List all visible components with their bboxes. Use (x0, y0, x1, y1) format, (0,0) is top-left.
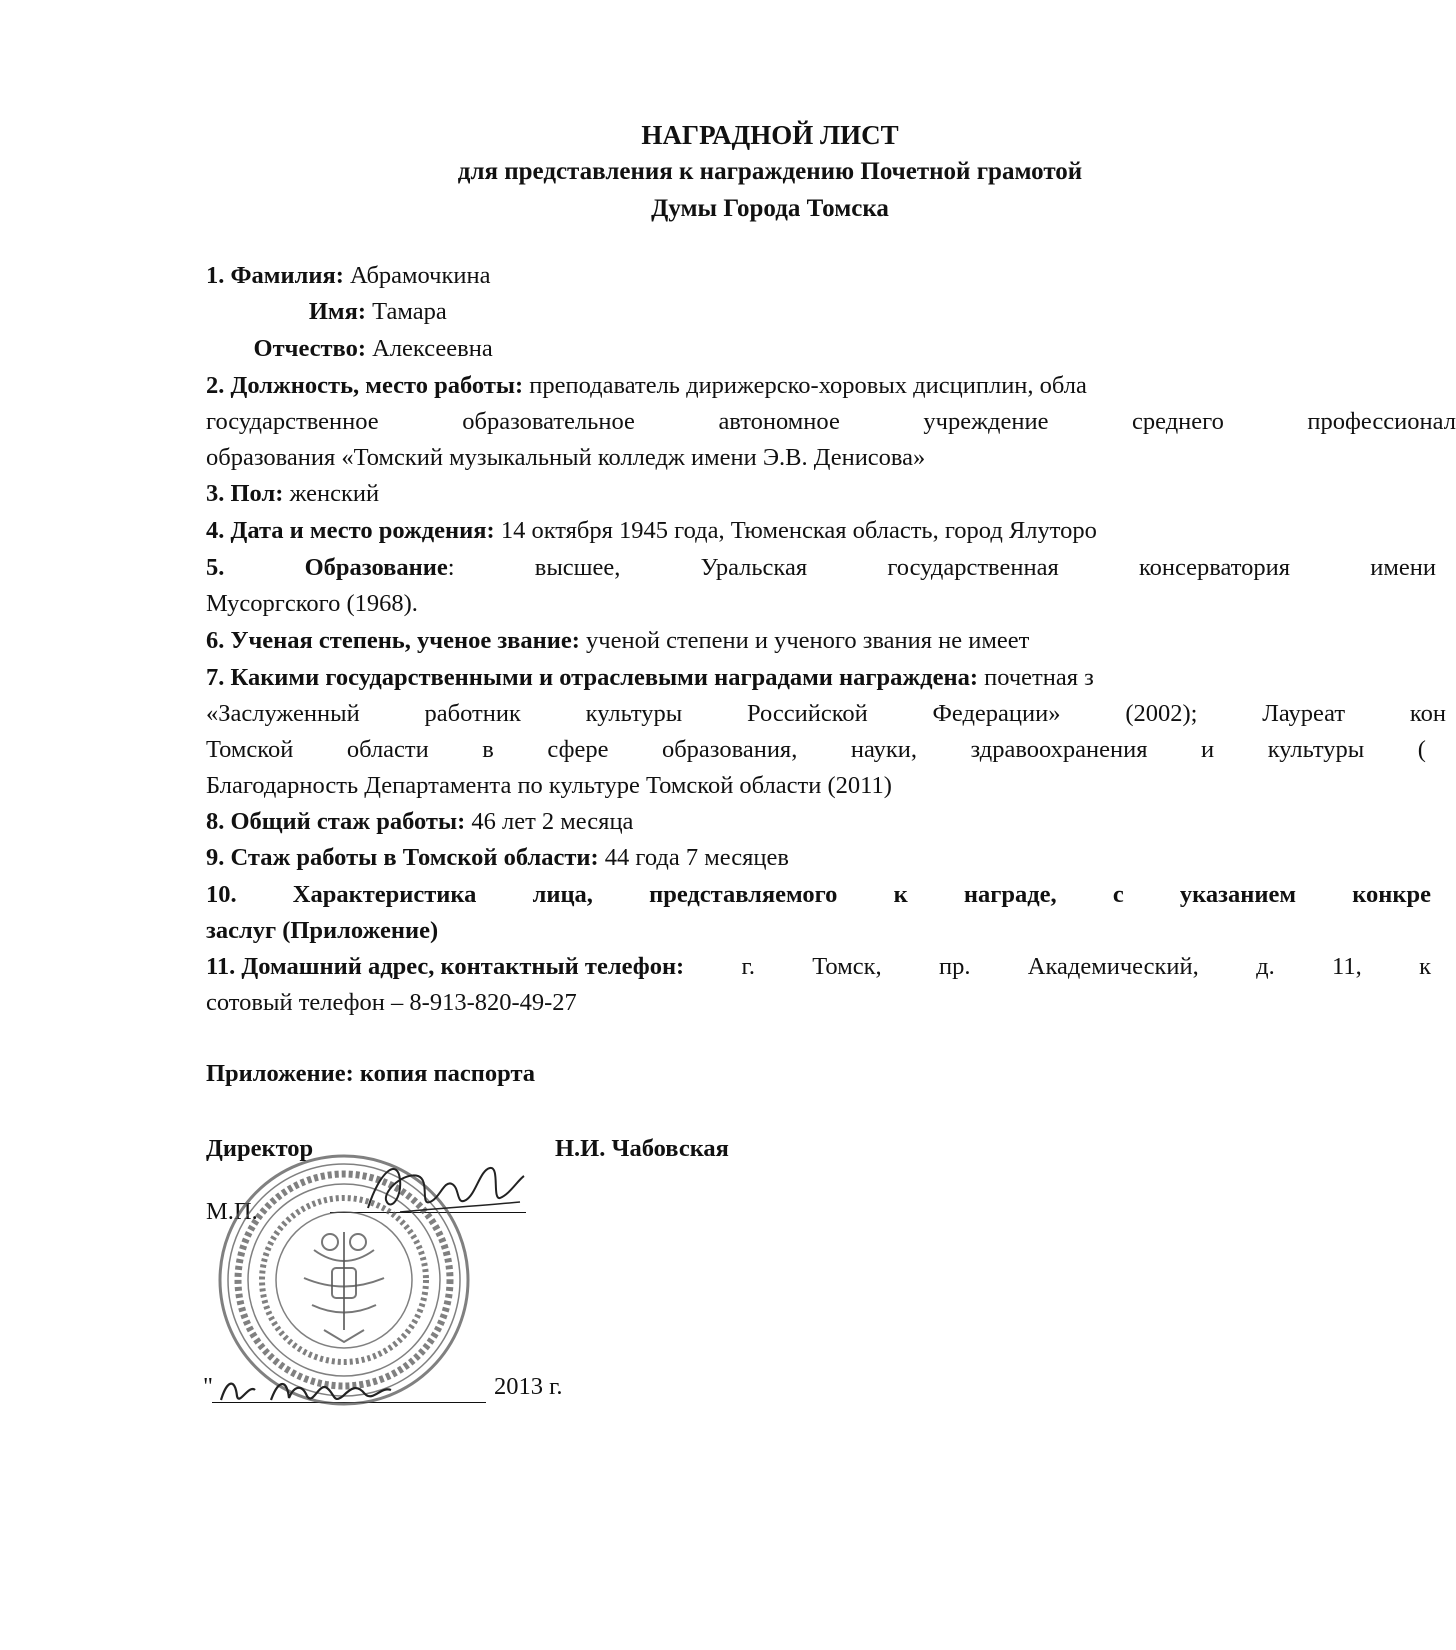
birth-label: 4. Дата и место рождения: (206, 517, 495, 544)
word: учреждение (923, 408, 1049, 435)
word: области (346, 736, 429, 763)
awards-label: 7. Какими государственными и отраслевыми наградами награждена: (206, 664, 978, 691)
director-name: Н.И. Чабовская (555, 1135, 729, 1162)
word: образовательное (462, 408, 635, 435)
word: (2002); (1125, 700, 1198, 727)
tomsk-experience-row (206, 844, 789, 872)
word: в (482, 736, 494, 763)
word: ( (1417, 736, 1426, 763)
degree-label: 6. Ученая степень, ученое звание: (206, 627, 580, 654)
word: к (893, 881, 908, 908)
word: Уральская (700, 554, 808, 581)
word: высшее, (534, 554, 621, 581)
word: Академический, (1027, 953, 1199, 980)
date-year: 2013 г. (494, 1373, 563, 1400)
seal-label: М.П. (206, 1198, 258, 1225)
word: г. (741, 953, 755, 980)
education-row (206, 554, 1436, 582)
word: культуры (1267, 736, 1365, 763)
word: культуры (585, 700, 683, 727)
awards-line-4: Благодарность Департамента по культуре Томской области (2011) (206, 772, 892, 799)
document-subtitle: для представления к награждению Почетной грамотой (457, 158, 1083, 185)
name-value: Тамара (372, 298, 447, 325)
awards-line-1: почетная з (984, 664, 1094, 691)
attachment-note: Приложение: копия паспорта (206, 1060, 536, 1087)
word: награде, (963, 881, 1057, 908)
tomsk-experience-value: 44 года 7 месяцев (604, 844, 789, 871)
word: пр. (938, 953, 971, 980)
position-line-3: образования «Томский музыкальный колледж имени Э.В. Денисова» (206, 444, 926, 471)
word: с (1112, 881, 1124, 908)
awards-line-3 (206, 736, 1426, 764)
handwritten-signature-icon (360, 1150, 530, 1230)
word: Лауреат (1262, 700, 1346, 727)
document-subtitle-2: Думы Города Томска (651, 195, 889, 222)
word: представляемого (649, 881, 838, 908)
position-label: 2. Должность, место работы: (206, 372, 524, 399)
word: государственная (887, 554, 1059, 581)
word: и (1201, 736, 1215, 763)
word: «Заслуженный (206, 700, 360, 727)
gender-value: женский (289, 480, 380, 507)
word: д. (1256, 953, 1275, 980)
tomsk-experience-label: 9. Стаж работы в Томской области: (206, 844, 599, 871)
word: автономное (718, 408, 840, 435)
gender-label: 3. Пол: (206, 480, 284, 507)
word: конкре (1352, 881, 1431, 908)
word: сфере (547, 736, 609, 763)
surname-row (206, 262, 490, 290)
word: профессионал (1307, 408, 1456, 435)
position-line-1: преподаватель дирижерско-хоровых дисциплин, обла (529, 372, 1087, 399)
word: имени (1370, 554, 1436, 581)
word: образования, (661, 736, 798, 763)
education-label-group: Образование: (304, 554, 455, 581)
surname-value: Абрамочкина (350, 262, 491, 289)
birth-value: 14 октября 1945 года, Тюменская область, город Ялуторо (500, 517, 1097, 544)
patronymic-value: Алексеевна (372, 335, 493, 362)
characteristic-row (206, 881, 1431, 909)
word: 11, (1332, 953, 1362, 980)
awards-row (206, 664, 1094, 692)
gender-row (206, 480, 379, 508)
word: Томской (206, 736, 294, 763)
surname-label: 1. Фамилия: (206, 262, 344, 289)
position-line-2 (206, 408, 1456, 436)
address-row (206, 953, 1431, 981)
word: Характеристика (292, 881, 477, 908)
education-number: 5. (206, 554, 225, 581)
degree-row (206, 627, 1029, 655)
degree-value: ученой степени и ученого звания не имеет (586, 627, 1030, 654)
word: кон (1409, 700, 1446, 727)
document-title: НАГРАДНОЙ ЛИСТ (641, 120, 899, 150)
word: указанием (1179, 881, 1297, 908)
word: среднего (1132, 408, 1224, 435)
address-label: 11. Домашний адрес, контактный телефон: (206, 953, 685, 980)
date-quote: " (203, 1373, 214, 1400)
education-label: Образование (304, 554, 448, 581)
word: Российской (747, 700, 868, 727)
word: к (1419, 953, 1431, 980)
patronymic-row (206, 335, 493, 363)
word: 10. (206, 881, 237, 908)
word: лица, (532, 881, 593, 908)
position-row (206, 372, 1087, 400)
word: науки, (850, 736, 918, 763)
word: Томск, (812, 953, 882, 980)
awards-line-2 (206, 700, 1446, 728)
address-line-2: сотовый телефон – 8-913-820-49-27 (206, 989, 577, 1016)
education-line-2: Мусоргского (1968). (206, 590, 418, 617)
birth-row (206, 517, 1097, 545)
word: здравоохранения (970, 736, 1148, 763)
word: государственное (206, 408, 379, 435)
patronymic-label: Отчество: (253, 335, 366, 362)
word: консерватория (1138, 554, 1291, 581)
total-experience-value: 46 лет 2 месяца (471, 808, 634, 835)
total-experience-row (206, 808, 633, 836)
name-row (206, 298, 447, 326)
name-label: Имя: (308, 298, 366, 325)
word: Федерации» (932, 700, 1061, 727)
director-label: Директор (206, 1135, 314, 1162)
total-experience-label: 8. Общий стаж работы: (206, 808, 466, 835)
word: работник (424, 700, 521, 727)
handwritten-date-icon (215, 1370, 415, 1410)
characteristic-line-2: заслуг (Приложение) (206, 917, 439, 944)
